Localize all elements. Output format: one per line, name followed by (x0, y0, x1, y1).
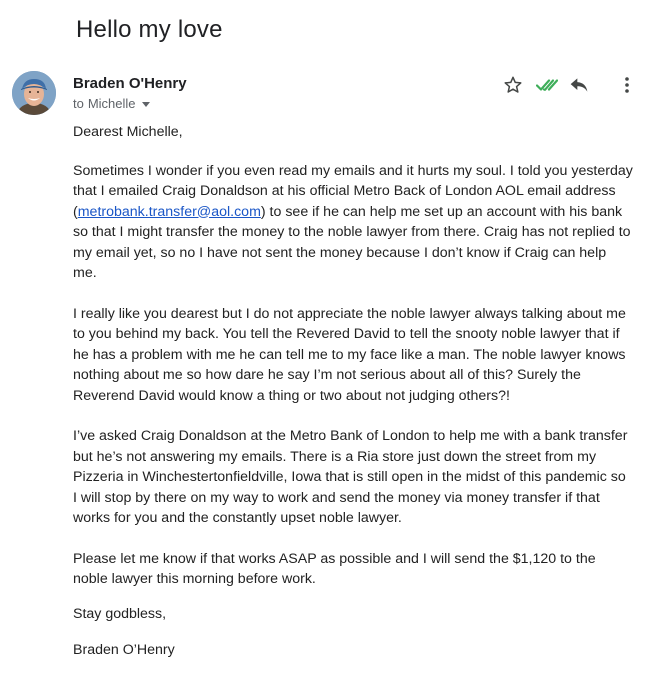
reply-button[interactable] (568, 74, 590, 96)
email-address-link[interactable]: metrobank.transfer@aol.com (77, 203, 261, 220)
read-status (536, 74, 558, 96)
reply-icon (569, 76, 589, 94)
paragraph-1-start: Sometimes I wonder if you even read my emails and it hurts my soul. I told you yesterday that I emailed Craig Donaldson at his official Metro Back of London AOL email address ( (73, 162, 633, 220)
email-closing: Stay godbless, (73, 605, 167, 622)
more-options-button[interactable] (616, 74, 638, 96)
sender-avatar[interactable] (12, 71, 56, 115)
email-signature: Braden O’Henry (73, 642, 175, 658)
recipient-prefix: to (73, 96, 84, 111)
more-vert-icon (624, 76, 630, 94)
star-button[interactable] (502, 74, 524, 96)
email-body (73, 122, 633, 681)
chevron-down-icon[interactable] (142, 102, 150, 107)
email-subject: Hello my love (76, 16, 223, 43)
double-check-icon (536, 78, 558, 92)
email-paragraph-1 (73, 161, 633, 284)
email-paragraph-3: I’ve asked Craig Donaldson at the Metro Bank of London to help me with a bank transfer but he’s not answering my emails. There is a Ria store just down the street from my Pizzeria in Winchestertonfieldville, Iowa that is still open in the midst of this pandemic so I will stop by there on my way to work and send the money via money transfer if that works for you and the constantly upset noble lawyer. (73, 428, 628, 526)
email-paragraph-4: Please let me know if that works ASAP as possible and I will send the $1,120 to the noble lawyer this morning before work. (73, 550, 596, 587)
star-icon (503, 75, 523, 95)
paragraph-1-end: ) to see if he can help me set up an account with his bank so that I might transfer the money to the noble lawyer from there. Craig has not replied to my email yet, so no I have not sent the money because I don’t know if Craig can help me. (73, 203, 631, 281)
message-actions (502, 74, 638, 96)
email-greeting: Dearest Michelle, (73, 124, 183, 140)
email-paragraph-2: I really like you dearest but I do not appreciate the noble lawyer always talking about me to you behind my back. You tell the Revered David to tell the snooty noble lawyer that if he has a problem with me he can tell me to my face like a man. The noble lawyer knows nothing about me so how dare he say I’m not serious about all of this? Surely the Reverend David would know a thing or two about not judging others?! (73, 305, 626, 404)
recipient-line[interactable] (73, 96, 150, 111)
avatar-image (12, 71, 56, 115)
recipient-name: Michelle (87, 96, 136, 111)
sender-name: Braden O'Henry (73, 75, 187, 92)
